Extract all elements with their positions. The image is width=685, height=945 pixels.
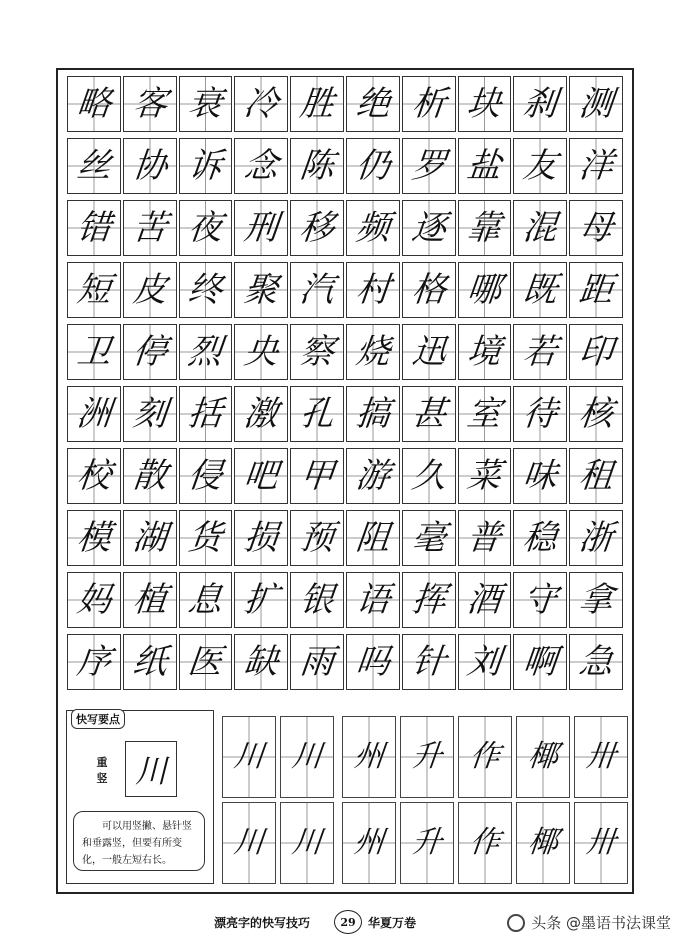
grid-rows-cell bbox=[513, 448, 567, 504]
grid-rows-cell bbox=[234, 510, 288, 566]
practice-right-character: 卅 bbox=[584, 825, 618, 860]
grid-rows-cell bbox=[67, 200, 121, 256]
grid-rows-cell bbox=[234, 138, 288, 194]
grid-rows-character: 孔 bbox=[297, 394, 337, 434]
grid-rows-character: 妈 bbox=[74, 580, 113, 620]
grid-rows-cell bbox=[346, 510, 400, 566]
stroke-name bbox=[93, 755, 111, 787]
grid-rows-cell bbox=[569, 634, 623, 690]
practice-right-character: 椰 bbox=[526, 825, 560, 860]
grid-rows-character: 皮 bbox=[130, 270, 169, 310]
grid-rows-cell bbox=[67, 324, 121, 380]
grid-rows-cell bbox=[458, 200, 512, 256]
grid-rows-character: 洋 bbox=[576, 146, 616, 186]
grid-rows-character: 央 bbox=[242, 332, 281, 372]
grid-rows-character: 啊 bbox=[521, 642, 560, 682]
grid-rows-character: 罗 bbox=[409, 146, 448, 186]
grid-rows-character: 缺 bbox=[242, 642, 281, 682]
grid-rows-character: 守 bbox=[521, 580, 560, 620]
grid-rows-character: 陈 bbox=[297, 146, 337, 186]
grid-rows-character: 烧 bbox=[353, 332, 392, 372]
grid-rows-character: 损 bbox=[242, 518, 281, 558]
grid-rows-character: 诉 bbox=[186, 146, 225, 186]
grid-rows-character: 洲 bbox=[74, 394, 113, 434]
grid-rows-character: 室 bbox=[465, 394, 504, 434]
grid-rows-character: 酒 bbox=[465, 580, 504, 620]
grid-rows-cell bbox=[402, 510, 456, 566]
grid-rows-cell bbox=[179, 200, 233, 256]
grid-rows-character: 烈 bbox=[186, 332, 225, 372]
practice-left-character: 川 bbox=[232, 739, 266, 774]
grid-rows-character: 绝 bbox=[353, 84, 392, 124]
grid-rows-cell bbox=[290, 324, 344, 380]
grid-rows-cell bbox=[402, 324, 456, 380]
grid-rows-cell bbox=[179, 572, 233, 628]
grid-rows-cell bbox=[458, 138, 512, 194]
grid-rows-cell bbox=[123, 634, 177, 690]
grid-rows-cell bbox=[179, 324, 233, 380]
page-number: 29 bbox=[334, 910, 362, 934]
practice-right-cell bbox=[458, 716, 512, 798]
grid-rows-cell bbox=[234, 76, 288, 132]
grid-rows-character: 菜 bbox=[465, 456, 504, 496]
grid-rows-cell bbox=[234, 448, 288, 504]
grid-rows-cell bbox=[179, 634, 233, 690]
grid-rows-cell bbox=[458, 262, 512, 318]
grid-rows-character: 息 bbox=[186, 580, 225, 620]
grid-rows-character: 甚 bbox=[409, 394, 448, 434]
grid-rows-cell bbox=[569, 138, 623, 194]
grid-rows-character: 移 bbox=[297, 208, 337, 248]
grid-rows-character: 刹 bbox=[521, 84, 560, 124]
grid-rows-character: 稳 bbox=[521, 518, 560, 558]
grid-rows-character: 若 bbox=[521, 332, 560, 372]
grid-rows-cell bbox=[402, 386, 456, 442]
grid-rows-character: 哪 bbox=[465, 270, 504, 310]
grid-rows-cell bbox=[346, 386, 400, 442]
practice-left-character: 川 bbox=[290, 825, 324, 860]
grid-rows-character: 植 bbox=[130, 580, 169, 620]
grid-rows-character: 块 bbox=[465, 84, 504, 124]
tips-title: 快写要点 bbox=[71, 709, 125, 729]
grid-rows-cell bbox=[402, 572, 456, 628]
grid-rows-character: 搞 bbox=[353, 394, 392, 434]
grid-rows-character: 逐 bbox=[409, 208, 448, 248]
grid-rows-cell bbox=[402, 634, 456, 690]
grid-rows-cell bbox=[513, 510, 567, 566]
tips-description: 可以用竖撇、悬针竖和垂露竖，但要有所变化，一般左短右长。 bbox=[73, 811, 205, 871]
grid-rows-character: 靠 bbox=[465, 208, 504, 248]
grid-rows-cell bbox=[234, 200, 288, 256]
practice-grid-right bbox=[342, 716, 628, 884]
footer-publisher: 华夏万卷 bbox=[368, 916, 417, 930]
grid-rows-character: 终 bbox=[186, 270, 225, 310]
grid-rows-cell bbox=[67, 634, 121, 690]
grid-rows-character: 境 bbox=[465, 332, 504, 372]
tips-box bbox=[66, 710, 214, 884]
grid-rows-character: 模 bbox=[74, 518, 113, 558]
grid-rows-cell bbox=[346, 76, 400, 132]
practice-right-cell bbox=[342, 716, 396, 798]
practice-right-character: 州 bbox=[352, 739, 386, 774]
grid-rows-cell bbox=[402, 200, 456, 256]
grid-rows-character: 吗 bbox=[353, 642, 392, 682]
grid-rows-cell bbox=[67, 510, 121, 566]
grid-rows-character: 纸 bbox=[130, 642, 169, 682]
grid-rows-cell bbox=[513, 138, 567, 194]
grid-rows-cell bbox=[346, 448, 400, 504]
grid-rows-character: 客 bbox=[130, 84, 169, 124]
grid-rows-character: 游 bbox=[353, 456, 392, 496]
grid-rows-cell bbox=[346, 572, 400, 628]
practice-right-character: 作 bbox=[468, 739, 502, 774]
grid-rows-cell bbox=[513, 634, 567, 690]
grid-rows-cell bbox=[123, 200, 177, 256]
grid-rows-cell bbox=[569, 324, 623, 380]
grid-rows-character: 迅 bbox=[409, 332, 448, 372]
grid-rows-cell bbox=[123, 138, 177, 194]
grid-rows-cell bbox=[179, 386, 233, 442]
watermark bbox=[507, 912, 671, 933]
grid-rows-character: 停 bbox=[130, 332, 169, 372]
grid-rows-cell bbox=[290, 386, 344, 442]
grid-rows-character: 测 bbox=[576, 84, 616, 124]
stroke-name-char-1: 重 bbox=[96, 756, 108, 769]
demo-character: 川 bbox=[134, 752, 167, 790]
grid-rows-cell bbox=[234, 572, 288, 628]
grid-rows-character: 略 bbox=[74, 84, 113, 124]
practice-right-cell bbox=[458, 802, 512, 884]
practice-left-cell bbox=[222, 716, 276, 798]
grid-rows-character: 拿 bbox=[576, 580, 616, 620]
grid-rows-cell bbox=[346, 138, 400, 194]
grid-rows-character: 医 bbox=[186, 642, 225, 682]
grid-rows-character: 毫 bbox=[409, 518, 448, 558]
practice-sheet bbox=[56, 68, 634, 894]
grid-rows-character: 挥 bbox=[409, 580, 448, 620]
grid-rows-character: 侵 bbox=[186, 456, 225, 496]
grid-rows-cell bbox=[123, 386, 177, 442]
grid-rows-cell bbox=[513, 76, 567, 132]
stroke-name-char-2: 竖 bbox=[96, 772, 108, 785]
grid-rows-cell bbox=[569, 76, 623, 132]
grid-rows-character: 刻 bbox=[130, 394, 169, 434]
practice-right-character: 升 bbox=[410, 825, 444, 860]
grid-rows-cell bbox=[179, 138, 233, 194]
grid-rows-character: 协 bbox=[130, 146, 169, 186]
practice-grid-left bbox=[222, 716, 334, 884]
grid-rows-character: 吧 bbox=[242, 456, 281, 496]
grid-rows-character: 银 bbox=[297, 580, 337, 620]
grid-rows-character: 针 bbox=[409, 642, 448, 682]
grid-rows-character: 序 bbox=[74, 642, 113, 682]
grid-rows-character: 汽 bbox=[297, 270, 337, 310]
grid-rows-cell bbox=[179, 262, 233, 318]
grid-rows-cell bbox=[67, 572, 121, 628]
practice-right-character: 椰 bbox=[526, 739, 560, 774]
practice-left-character: 川 bbox=[232, 825, 266, 860]
grid-rows-cell bbox=[179, 448, 233, 504]
grid-rows-cell bbox=[402, 262, 456, 318]
practice-right-cell bbox=[400, 716, 454, 798]
practice-right-cell bbox=[574, 716, 628, 798]
grid-rows-character: 印 bbox=[576, 332, 616, 372]
grid-rows-character: 阻 bbox=[353, 518, 392, 558]
grid-rows-character: 念 bbox=[242, 146, 281, 186]
grid-rows-character: 味 bbox=[521, 456, 560, 496]
grid-rows-character: 货 bbox=[186, 518, 225, 558]
grid-rows-cell bbox=[513, 324, 567, 380]
grid-rows-cell bbox=[513, 386, 567, 442]
grid-rows-cell bbox=[290, 634, 344, 690]
grid-rows-cell bbox=[67, 262, 121, 318]
grid-rows-cell bbox=[402, 138, 456, 194]
grid-rows-cell bbox=[513, 262, 567, 318]
grid-rows-cell bbox=[569, 448, 623, 504]
grid-rows-character: 租 bbox=[576, 456, 616, 496]
practice-right-character: 州 bbox=[352, 825, 386, 860]
character-grid bbox=[66, 76, 624, 696]
grid-rows-character: 核 bbox=[576, 394, 616, 434]
grid-rows-character: 既 bbox=[521, 270, 560, 310]
grid-rows-cell bbox=[290, 448, 344, 504]
grid-rows-cell bbox=[290, 510, 344, 566]
grid-rows-cell bbox=[123, 76, 177, 132]
grid-rows-cell bbox=[67, 448, 121, 504]
grid-rows-character: 村 bbox=[353, 270, 392, 310]
grid-rows-character: 急 bbox=[576, 642, 616, 682]
grid-rows-cell bbox=[569, 572, 623, 628]
grid-rows-character: 析 bbox=[409, 84, 448, 124]
grid-rows-character: 浙 bbox=[576, 518, 616, 558]
grid-rows-cell bbox=[569, 510, 623, 566]
grid-rows-character: 湖 bbox=[130, 518, 169, 558]
grid-rows-character: 短 bbox=[74, 270, 113, 310]
grid-rows-cell bbox=[513, 200, 567, 256]
grid-rows-cell bbox=[458, 572, 512, 628]
practice-right-character: 卅 bbox=[584, 739, 618, 774]
practice-right-cell bbox=[400, 802, 454, 884]
practice-left-character: 川 bbox=[290, 739, 324, 774]
grid-rows-cell bbox=[569, 386, 623, 442]
practice-right-character: 升 bbox=[410, 739, 444, 774]
grid-rows-cell bbox=[123, 262, 177, 318]
grid-rows-cell bbox=[458, 324, 512, 380]
grid-rows-cell bbox=[234, 386, 288, 442]
grid-rows-cell bbox=[458, 510, 512, 566]
practice-right-cell bbox=[342, 802, 396, 884]
practice-right-character: 作 bbox=[468, 825, 502, 860]
practice-right-cell bbox=[516, 716, 570, 798]
grid-rows-cell bbox=[458, 448, 512, 504]
grid-rows-cell bbox=[346, 262, 400, 318]
grid-rows-character: 散 bbox=[130, 456, 169, 496]
grid-rows-character: 括 bbox=[186, 394, 225, 434]
grid-rows-character: 普 bbox=[465, 518, 504, 558]
grid-rows-character: 夜 bbox=[186, 208, 225, 248]
grid-rows-character: 聚 bbox=[242, 270, 281, 310]
grid-rows-cell bbox=[123, 448, 177, 504]
footer-book-title: 漂亮字的快写技巧 bbox=[214, 916, 311, 930]
grid-rows-character: 频 bbox=[353, 208, 392, 248]
grid-rows-cell bbox=[458, 76, 512, 132]
practice-left-cell bbox=[280, 802, 334, 884]
grid-rows-character: 混 bbox=[521, 208, 560, 248]
grid-rows-character: 待 bbox=[521, 394, 560, 434]
grid-rows-cell bbox=[123, 324, 177, 380]
watermark-text: 头条 @墨语书法课堂 bbox=[531, 914, 671, 932]
grid-rows-character: 衰 bbox=[186, 84, 225, 124]
grid-rows-cell bbox=[234, 262, 288, 318]
grid-rows-character: 久 bbox=[409, 456, 448, 496]
grid-rows-character: 刘 bbox=[465, 642, 504, 682]
demo-character-cell bbox=[125, 741, 177, 797]
grid-rows-character: 激 bbox=[242, 394, 281, 434]
grid-rows-cell bbox=[290, 572, 344, 628]
watermark-logo-icon bbox=[507, 914, 525, 932]
grid-rows-character: 校 bbox=[74, 456, 113, 496]
grid-rows-character: 苦 bbox=[130, 208, 169, 248]
grid-rows-cell bbox=[179, 510, 233, 566]
grid-rows-character: 刑 bbox=[242, 208, 281, 248]
practice-left-cell bbox=[222, 802, 276, 884]
grid-rows-character: 错 bbox=[74, 208, 113, 248]
grid-rows-cell bbox=[569, 262, 623, 318]
grid-rows-character: 卫 bbox=[74, 332, 113, 372]
grid-rows-cell bbox=[123, 510, 177, 566]
grid-rows-character: 仍 bbox=[353, 146, 392, 186]
grid-rows-character: 预 bbox=[297, 518, 337, 558]
grid-rows-character: 甲 bbox=[297, 456, 337, 496]
grid-rows-cell bbox=[67, 76, 121, 132]
grid-rows-cell bbox=[123, 572, 177, 628]
grid-rows-character: 盐 bbox=[465, 146, 504, 186]
grid-rows-cell bbox=[234, 324, 288, 380]
grid-rows-character: 距 bbox=[576, 270, 616, 310]
grid-rows-cell bbox=[290, 262, 344, 318]
grid-rows-character: 扩 bbox=[242, 580, 281, 620]
grid-rows-cell bbox=[234, 634, 288, 690]
grid-rows-cell bbox=[179, 76, 233, 132]
grid-rows-cell bbox=[290, 138, 344, 194]
practice-left-cell bbox=[280, 716, 334, 798]
grid-rows-character: 胜 bbox=[297, 84, 337, 124]
grid-rows-character: 察 bbox=[297, 332, 337, 372]
grid-rows-character: 友 bbox=[521, 146, 560, 186]
grid-rows-cell bbox=[402, 76, 456, 132]
grid-rows-cell bbox=[458, 386, 512, 442]
grid-rows-cell bbox=[402, 448, 456, 504]
grid-rows-cell bbox=[346, 200, 400, 256]
grid-rows-character: 丝 bbox=[74, 146, 113, 186]
grid-rows-character: 格 bbox=[409, 270, 448, 310]
grid-rows-cell bbox=[458, 634, 512, 690]
grid-rows-cell bbox=[290, 76, 344, 132]
grid-rows-cell bbox=[67, 138, 121, 194]
grid-rows-character: 母 bbox=[576, 208, 616, 248]
grid-rows-cell bbox=[513, 572, 567, 628]
grid-rows-character: 雨 bbox=[297, 642, 337, 682]
practice-right-cell bbox=[516, 802, 570, 884]
grid-rows-cell bbox=[346, 634, 400, 690]
grid-rows-character: 语 bbox=[353, 580, 392, 620]
grid-rows-cell bbox=[67, 386, 121, 442]
grid-rows-cell bbox=[569, 200, 623, 256]
grid-rows-cell bbox=[290, 200, 344, 256]
grid-rows-cell bbox=[346, 324, 400, 380]
grid-rows-character: 冷 bbox=[242, 84, 281, 124]
practice-right-cell bbox=[574, 802, 628, 884]
